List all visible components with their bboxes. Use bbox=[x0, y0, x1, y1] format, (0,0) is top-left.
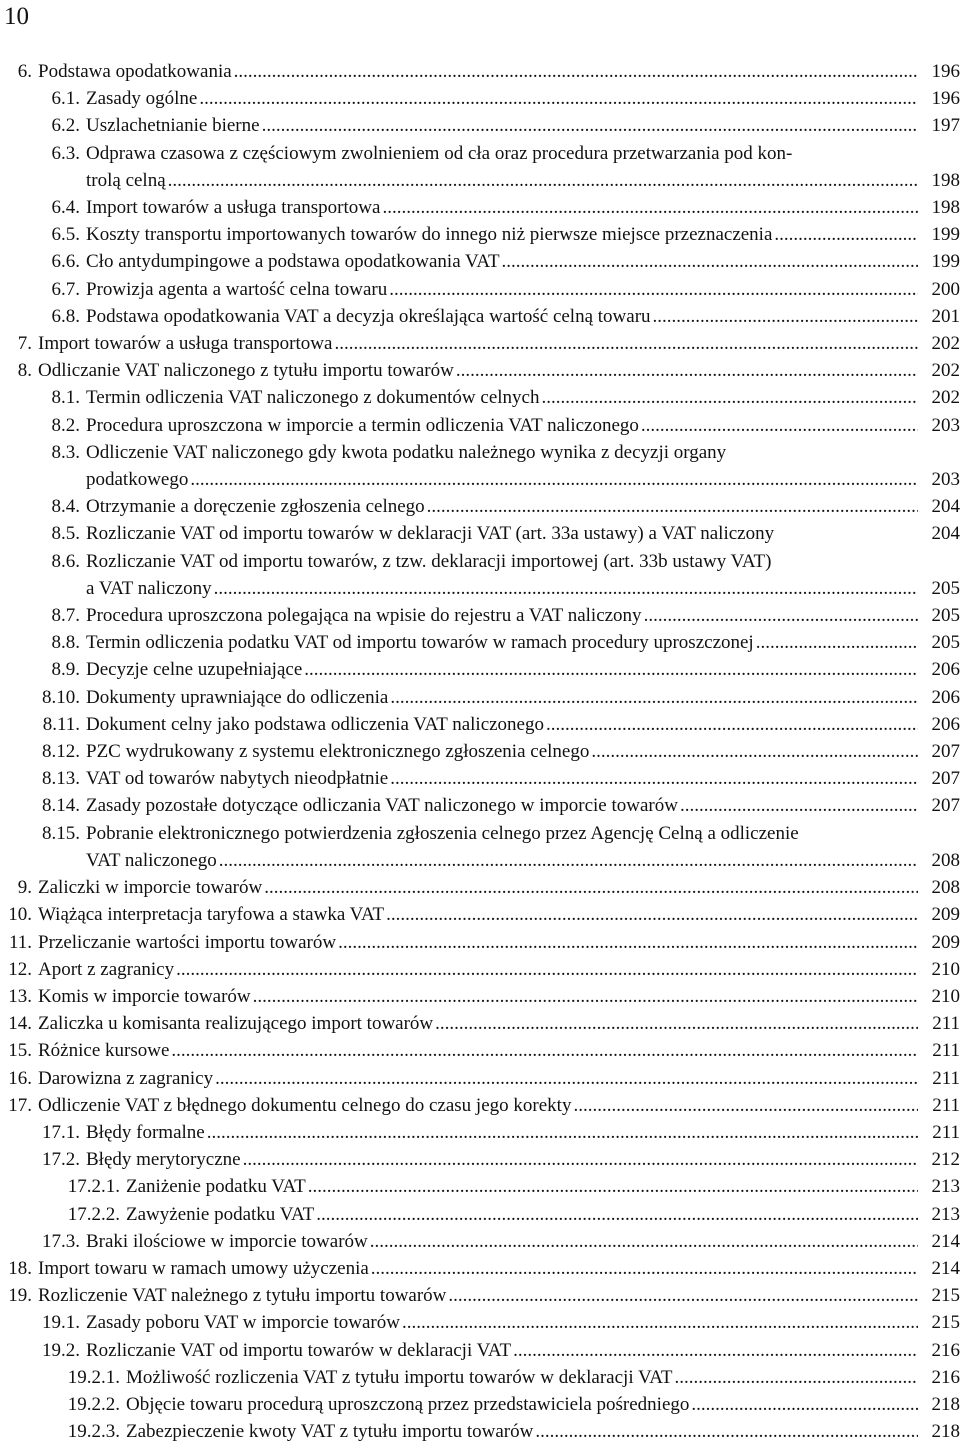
toc-entry-number: 17.2.2. bbox=[67, 1203, 120, 1225]
toc-entry-page: 204 bbox=[931, 496, 960, 518]
toc-leader-dots bbox=[304, 656, 918, 683]
toc-entry-number: 19.1. bbox=[42, 1312, 80, 1334]
toc-leader-dots bbox=[774, 221, 918, 248]
toc-entry-page: 200 bbox=[931, 278, 960, 300]
toc-entry-continuation bbox=[0, 575, 960, 602]
toc-entry-title: Odliczenie VAT z błędnego dokumentu celnego do czasu jego korekty bbox=[38, 1094, 572, 1116]
toc-leader-dots bbox=[243, 1146, 918, 1173]
toc-entry bbox=[0, 1092, 960, 1119]
toc-entry-page: 207 bbox=[931, 795, 960, 817]
toc-leader-dots bbox=[371, 1255, 918, 1282]
toc-entry-number: 17.2. bbox=[42, 1149, 80, 1171]
toc-entry bbox=[0, 901, 960, 928]
toc-entry-title: Rozliczanie VAT od importu towarów w deklaracji VAT (art. 33a ustawy) a VAT naliczony bbox=[86, 523, 775, 545]
toc-entry-number: 8.13. bbox=[42, 768, 80, 790]
toc-entry-title: Błędy merytoryczne bbox=[86, 1149, 241, 1171]
toc-leader-dots bbox=[253, 983, 918, 1010]
toc-entry-page: 204 bbox=[931, 523, 960, 545]
toc-leader-dots bbox=[502, 248, 918, 275]
toc-entry-page: 211 bbox=[932, 1040, 960, 1062]
toc-entry-title: Odliczanie VAT naliczonego z tytułu importu towarów bbox=[38, 360, 454, 382]
toc-leader-dots bbox=[402, 1309, 918, 1336]
toc-entry-page: 213 bbox=[931, 1203, 960, 1225]
toc-entry-number: 10. bbox=[8, 904, 32, 926]
toc-entry-number: 8.3. bbox=[51, 441, 80, 463]
toc-leader-dots bbox=[215, 1065, 918, 1092]
toc-entry bbox=[0, 248, 960, 275]
toc-entry bbox=[0, 548, 960, 575]
toc-entry-page: 198 bbox=[931, 169, 960, 191]
toc-entry-page: 203 bbox=[931, 469, 960, 491]
toc-leader-dots bbox=[219, 847, 918, 874]
toc-entry-page: 216 bbox=[931, 1366, 960, 1388]
toc-entry bbox=[0, 112, 960, 139]
toc-entry-number: 8.14. bbox=[42, 795, 80, 817]
toc-entry-title: Zabezpieczenie kwoty VAT z tytułu importu towarów bbox=[126, 1421, 534, 1443]
toc-entry-page: 209 bbox=[931, 904, 960, 926]
toc-entry-continuation bbox=[0, 847, 960, 874]
toc-leader-dots bbox=[513, 1337, 918, 1364]
toc-leader-dots bbox=[591, 738, 918, 765]
toc-entry-title: Komis w imporcie towarów bbox=[38, 985, 251, 1007]
toc-entry-title: Pobranie elektronicznego potwierdzenia zgłoszenia celnego przez Agencję Celną a odliczenie bbox=[86, 822, 799, 844]
toc-entry-number: 8.5. bbox=[51, 523, 80, 545]
toc-entry-number: 19.2.2. bbox=[67, 1393, 120, 1415]
toc-entry-page: 218 bbox=[931, 1421, 960, 1443]
toc-entry-title: Zaliczki w imporcie towarów bbox=[38, 877, 263, 899]
toc-entry-title: Rozliczenie VAT należnego z tytułu importu towarów bbox=[38, 1285, 447, 1307]
toc-entry-number: 8.9. bbox=[51, 659, 80, 681]
toc-leader-dots bbox=[234, 58, 918, 85]
toc-entry bbox=[0, 520, 960, 547]
toc-leader-dots bbox=[756, 629, 918, 656]
toc-entry bbox=[0, 1146, 960, 1173]
toc-entry-title: Dokument celny jako podstawa odliczenia VAT naliczonego bbox=[86, 713, 544, 735]
toc-entry-title-continued: trolą celną bbox=[86, 169, 166, 191]
toc-entry-page: 202 bbox=[931, 360, 960, 382]
toc-leader-dots bbox=[542, 384, 919, 411]
toc-entry-number: 9. bbox=[17, 877, 32, 899]
toc-entry-page: 203 bbox=[931, 414, 960, 436]
toc-leader-dots bbox=[190, 466, 918, 493]
toc-entry-page: 207 bbox=[931, 741, 960, 763]
toc-entry-title: Rozliczanie VAT od importu towarów w deklaracji VAT bbox=[86, 1339, 512, 1361]
toc-entry-title: Zasady ogólne bbox=[86, 88, 198, 110]
toc-entry-page: 210 bbox=[931, 985, 960, 1007]
toc-entry bbox=[0, 983, 960, 1010]
toc-entry-number: 8.4. bbox=[51, 496, 80, 518]
toc-entry bbox=[0, 1010, 960, 1037]
toc-entry-number: 19.2.3. bbox=[67, 1421, 120, 1443]
toc-entry bbox=[0, 1364, 960, 1391]
toc-entry-title: Odliczenie VAT naliczonego gdy kwota podatku należnego wynika z decyzji organy bbox=[86, 441, 727, 463]
toc-entry bbox=[0, 711, 960, 738]
toc-entry bbox=[0, 656, 960, 683]
toc-entry-page: 202 bbox=[931, 333, 960, 355]
toc-entry-title: Koszty transportu importowanych towarów do innego niż pierwsze miejsce przeznaczenia bbox=[86, 224, 773, 246]
toc-entry bbox=[0, 820, 960, 847]
toc-entry bbox=[0, 221, 960, 248]
toc-entry-title: Darowizna z zagranicy bbox=[38, 1067, 214, 1089]
toc-entry-number: 6.4. bbox=[51, 197, 80, 219]
toc-entry bbox=[0, 1391, 960, 1418]
toc-entry-number: 6.8. bbox=[51, 305, 80, 327]
toc-leader-dots bbox=[573, 1092, 918, 1119]
toc-entry-page: 202 bbox=[931, 387, 960, 409]
toc-entry bbox=[0, 85, 960, 112]
toc-entry-page: 206 bbox=[931, 713, 960, 735]
toc-entry bbox=[0, 874, 960, 901]
toc-entry-number: 8.2. bbox=[51, 414, 80, 436]
toc-entry bbox=[0, 1173, 960, 1200]
toc-entry-title: Podstawa opodatkowania VAT a decyzja określająca wartość celną towaru bbox=[86, 305, 651, 327]
toc-entry-title: Rozliczanie VAT od importu towarów, z tzw. deklaracji importowej (art. 33b ustawy VAT) bbox=[86, 550, 772, 572]
toc-entry bbox=[0, 303, 960, 330]
toc-entry-page: 208 bbox=[931, 849, 960, 871]
toc-entry-title: Braki ilościowe w imporcie towarów bbox=[86, 1230, 368, 1252]
toc-entry bbox=[0, 1201, 960, 1228]
toc-leader-dots bbox=[316, 1201, 918, 1228]
toc-entry-number: 17.3. bbox=[42, 1230, 80, 1252]
toc-entry-page: 206 bbox=[931, 659, 960, 681]
toc-leader-dots bbox=[199, 85, 918, 112]
toc-leader-dots bbox=[427, 493, 918, 520]
toc-entry bbox=[0, 1065, 960, 1092]
toc-leader-dots bbox=[644, 602, 918, 629]
toc-entry bbox=[0, 1255, 960, 1282]
toc-entry-page: 208 bbox=[931, 877, 960, 899]
toc-entry-title: Zasady poboru VAT w imporcie towarów bbox=[86, 1312, 400, 1334]
toc-entry-number: 19. bbox=[8, 1285, 32, 1307]
toc-entry-page: 211 bbox=[932, 1121, 960, 1143]
toc-entry-page: 212 bbox=[931, 1149, 960, 1171]
toc-entry-page: 206 bbox=[931, 686, 960, 708]
toc-entry-title: Cło antydumpingowe a podstawa opodatkowania VAT bbox=[86, 251, 500, 273]
toc-entry-page: 211 bbox=[932, 1013, 960, 1035]
toc-entry-title: Podstawa opodatkowania bbox=[38, 61, 232, 82]
toc-entry-title-continued: VAT naliczonego bbox=[86, 849, 217, 871]
toc-leader-dots bbox=[386, 901, 918, 928]
toc-leader-dots bbox=[264, 874, 918, 901]
toc-entry-title: PZC wydrukowany z systemu elektronicznego zgłoszenia celnego bbox=[86, 741, 590, 763]
toc-entry bbox=[0, 58, 960, 85]
toc-entry-title: Możliwość rozliczenia VAT z tytułu importu towarów w deklaracji VAT bbox=[126, 1366, 673, 1388]
toc-entry-number: 6.3. bbox=[51, 142, 80, 164]
page-number: 10 bbox=[4, 3, 29, 30]
toc-entry-page: 216 bbox=[931, 1339, 960, 1361]
toc-entry bbox=[0, 738, 960, 765]
toc-entry-continuation bbox=[0, 167, 960, 194]
toc-entry-number: 17.1. bbox=[42, 1121, 80, 1143]
toc-entry-number: 6.6. bbox=[51, 251, 80, 273]
toc-entry-title: Odprawa czasowa z częściowym zwolnieniem od cła oraz procedura przetwarzania pod kon- bbox=[86, 142, 793, 164]
toc-entry-number: 8.12. bbox=[42, 741, 80, 763]
toc-leader-dots bbox=[308, 1173, 918, 1200]
toc-entry bbox=[0, 330, 960, 357]
toc-entry-title: Zaliczka u komisanta realizującego import towarów bbox=[38, 1013, 434, 1035]
toc-entry-title: Wiążąca interpretacja taryfowa a stawka VAT bbox=[38, 904, 385, 926]
toc-entry-number: 11. bbox=[8, 931, 32, 953]
toc-entry-title: Błędy formalne bbox=[86, 1121, 205, 1143]
toc-entry-number: 13. bbox=[8, 985, 32, 1007]
toc-entry bbox=[0, 439, 960, 466]
toc-entry-title: Aport z zagranicy bbox=[38, 958, 175, 980]
toc-leader-dots bbox=[334, 330, 918, 357]
toc-leader-dots bbox=[680, 792, 918, 819]
toc-entry-title: Przeliczanie wartości importu towarów bbox=[38, 931, 337, 953]
toc-entry-continuation bbox=[0, 466, 960, 493]
toc-entry-page: 201 bbox=[931, 305, 960, 327]
toc-entry bbox=[0, 1282, 960, 1309]
toc-entry-number: 17. bbox=[8, 1094, 32, 1116]
toc-entry-title: Termin odliczenia VAT naliczonego z dokumentów celnych bbox=[86, 387, 540, 409]
toc-entry bbox=[0, 792, 960, 819]
toc-entry-number: 17.2.1. bbox=[67, 1176, 120, 1198]
toc-leader-dots bbox=[176, 956, 918, 983]
toc-entry bbox=[0, 602, 960, 629]
toc-entry-number: 8.8. bbox=[51, 632, 80, 654]
toc-entry-title: VAT od towarów nabytych nieodpłatnie bbox=[86, 768, 389, 790]
toc-leader-dots bbox=[338, 929, 918, 956]
toc-entry-page: 199 bbox=[931, 251, 960, 273]
toc-entry bbox=[0, 684, 960, 711]
table-of-contents bbox=[0, 58, 960, 1445]
toc-entry-title: Import towarów a usługa transportowa bbox=[86, 197, 381, 219]
toc-entry-page: 196 bbox=[931, 61, 960, 82]
toc-entry bbox=[0, 384, 960, 411]
toc-entry bbox=[0, 929, 960, 956]
toc-entry-page: 198 bbox=[931, 197, 960, 219]
toc-entry-page: 196 bbox=[931, 88, 960, 110]
toc-entry bbox=[0, 1337, 960, 1364]
toc-entry-number: 6.1. bbox=[51, 88, 80, 110]
toc-leader-dots bbox=[535, 1418, 918, 1445]
toc-entry-number: 19.2.1. bbox=[67, 1366, 120, 1388]
toc-entry-page: 209 bbox=[931, 931, 960, 953]
toc-entry bbox=[0, 1037, 960, 1064]
toc-entry-title: Import towaru w ramach umowy użyczenia bbox=[38, 1257, 369, 1279]
toc-entry bbox=[0, 140, 960, 167]
toc-entry bbox=[0, 276, 960, 303]
toc-entry-number: 8.15. bbox=[42, 822, 80, 844]
toc-entry-number: 8.7. bbox=[51, 605, 80, 627]
toc-entry-title-continued: podatkowego bbox=[86, 469, 189, 491]
toc-leader-dots bbox=[653, 303, 918, 330]
toc-leader-dots bbox=[207, 1119, 918, 1146]
toc-entry-title: Termin odliczenia podatku VAT od importu towarów w ramach procedury uproszczonej bbox=[86, 632, 754, 654]
toc-entry bbox=[0, 629, 960, 656]
toc-entry-page: 211 bbox=[932, 1094, 960, 1116]
toc-entry-page: 197 bbox=[931, 115, 960, 137]
toc-entry-page: 205 bbox=[931, 605, 960, 627]
toc-entry bbox=[0, 1309, 960, 1336]
toc-leader-dots bbox=[691, 1391, 918, 1418]
toc-entry bbox=[0, 765, 960, 792]
toc-leader-dots bbox=[390, 765, 918, 792]
toc-leader-dots bbox=[168, 167, 918, 194]
toc-entry-page: 218 bbox=[931, 1393, 960, 1415]
toc-leader-dots bbox=[641, 412, 918, 439]
toc-entry-number: 6. bbox=[17, 61, 32, 82]
toc-entry-page: 213 bbox=[931, 1176, 960, 1198]
toc-entry-number: 6.2. bbox=[51, 115, 80, 137]
toc-entry-number: 18. bbox=[8, 1257, 32, 1279]
toc-entry-number: 16. bbox=[8, 1067, 32, 1089]
toc-entry-title: Procedura uproszczona polegająca na wpisie do rejestru a VAT naliczony bbox=[86, 605, 642, 627]
toc-entry-number: 8.10. bbox=[42, 686, 80, 708]
toc-leader-dots bbox=[546, 711, 918, 738]
toc-entry-title: Otrzymanie a doręczenie zgłoszenia celnego bbox=[86, 496, 425, 518]
toc-entry-title: Decyzje celne uzupełniające bbox=[86, 659, 303, 681]
toc-entry bbox=[0, 1228, 960, 1255]
toc-entry-page: 214 bbox=[931, 1257, 960, 1279]
toc-entry bbox=[0, 956, 960, 983]
toc-entry-title: Zasady pozostałe dotyczące odliczania VAT naliczonego w imporcie towarów bbox=[86, 795, 678, 817]
toc-entry-page: 205 bbox=[931, 632, 960, 654]
toc-leader-dots bbox=[262, 112, 918, 139]
toc-entry-title: Prowizja agenta a wartość celna towaru bbox=[86, 278, 388, 300]
toc-entry-title: Dokumenty uprawniające do odliczenia bbox=[86, 686, 389, 708]
toc-entry-number: 12. bbox=[8, 958, 32, 980]
toc-entry-title: Objęcie towaru procedurą uproszczoną przez przedstawiciela pośredniego bbox=[126, 1393, 690, 1415]
toc-entry-title: Zawyżenie podatku VAT bbox=[126, 1203, 315, 1225]
toc-entry-page: 214 bbox=[931, 1230, 960, 1252]
toc-entry-page: 211 bbox=[932, 1067, 960, 1089]
toc-entry-number: 8. bbox=[17, 360, 32, 382]
toc-leader-dots bbox=[456, 357, 918, 384]
toc-leader-dots bbox=[675, 1364, 918, 1391]
toc-entry-title-continued: a VAT naliczony bbox=[86, 577, 212, 599]
toc-leader-dots bbox=[390, 684, 918, 711]
toc-entry-title: Różnice kursowe bbox=[38, 1040, 170, 1062]
toc-entry-page: 199 bbox=[931, 224, 960, 246]
toc-entry-number: 19.2. bbox=[42, 1339, 80, 1361]
toc-entry-number: 7. bbox=[17, 333, 32, 355]
toc-entry bbox=[0, 1418, 960, 1445]
toc-leader-dots bbox=[214, 575, 918, 602]
toc-entry-page: 215 bbox=[931, 1312, 960, 1334]
toc-entry-title: Import towarów a usługa transportowa bbox=[38, 333, 333, 355]
toc-leader-dots bbox=[370, 1228, 918, 1255]
toc-entry-page: 205 bbox=[931, 577, 960, 599]
toc-entry bbox=[0, 412, 960, 439]
toc-entry-number: 15. bbox=[8, 1040, 32, 1062]
toc-entry-number: 14. bbox=[8, 1013, 32, 1035]
toc-leader-dots bbox=[389, 276, 918, 303]
toc-entry-title: Zaniżenie podatku VAT bbox=[126, 1176, 306, 1198]
toc-entry-number: 6.7. bbox=[51, 278, 80, 300]
toc-entry bbox=[0, 194, 960, 221]
toc-leader-dots bbox=[435, 1010, 918, 1037]
toc-leader-dots bbox=[448, 1282, 918, 1309]
toc-entry-title: Uszlachetnianie bierne bbox=[86, 115, 260, 137]
toc-entry-page: 215 bbox=[931, 1285, 960, 1307]
toc-entry-number: 8.6. bbox=[51, 550, 80, 572]
toc-entry-page: 207 bbox=[931, 768, 960, 790]
toc-entry bbox=[0, 1119, 960, 1146]
toc-entry-title: Procedura uproszczona w imporcie a termin odliczenia VAT naliczonego bbox=[86, 414, 639, 436]
toc-entry-page: 210 bbox=[931, 958, 960, 980]
toc-entry-number: 8.11. bbox=[42, 713, 80, 735]
toc-entry bbox=[0, 357, 960, 384]
toc-entry-number: 6.5. bbox=[51, 224, 80, 246]
toc-leader-dots bbox=[382, 194, 918, 221]
toc-entry bbox=[0, 493, 960, 520]
toc-leader-dots bbox=[171, 1037, 918, 1064]
toc-entry-number: 8.1. bbox=[51, 387, 80, 409]
